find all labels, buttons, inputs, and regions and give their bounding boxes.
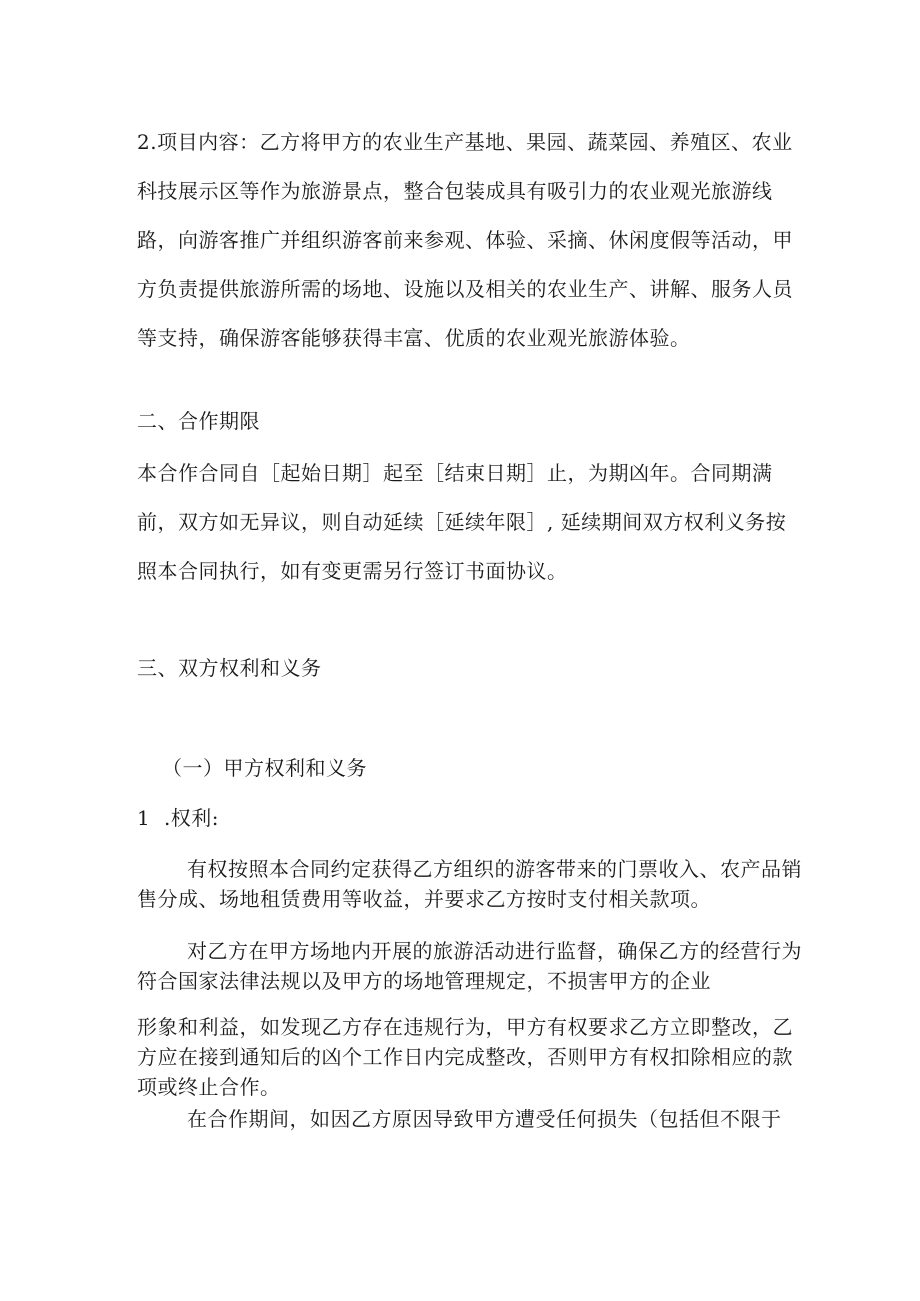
- text-line: 路，向游客推广并组织游客前来参观、体验、采摘、休闲度假等活动，甲: [137, 228, 793, 252]
- term-paragraph: [137, 449, 787, 596]
- text-line: 项或终止合作。: [137, 1075, 281, 1099]
- subsection-heading-party-a: （一）甲方权利和义务: [162, 756, 367, 780]
- rectify-paragraph: [137, 1012, 793, 1102]
- item-rights-label: 1 .权利:: [137, 806, 220, 830]
- text-line: 照本合同执行，如有变更需另行签订书面协议。: [137, 559, 568, 583]
- text-line: 前，双方如无异议，则自动延续［延续年限］, 延续期间双方权利义务按: [137, 510, 787, 534]
- loss-paragraph: [137, 1104, 787, 1134]
- text-line: 科技展示区等作为旅游景点，整合包装成具有吸引力的农业观光旅游线: [137, 179, 773, 203]
- text-line: 等支持，确保游客能够获得丰富、优质的农业观光旅游体验。: [137, 326, 691, 350]
- text-line: 在合作期间，如因乙方原因导致甲方遭受任何损失（包括但不限于: [187, 1107, 782, 1131]
- income-paragraph: [137, 854, 802, 914]
- text-line: 有权按照本合同约定获得乙方组织的游客带来的门票收入、农产品销: [187, 857, 802, 881]
- text-line: 本合作合同自［起始日期］起至［结束日期］止，为期凶年。合同期满: [137, 461, 773, 485]
- text-line: 2.项目内容：乙方将甲方的农业生产基地、果园、蔬菜园、养殖区、农业: [137, 130, 793, 154]
- text-line: 形象和利益，如发现乙方存在违规行为，甲方有权要求乙方立即整改，乙: [137, 1015, 793, 1039]
- section-heading-term: 二、合作期限: [137, 409, 260, 433]
- text-line: 对乙方在甲方场地内开展的旅游活动进行监督，确保乙方的经营行为: [187, 939, 802, 963]
- text-line: 方应在接到通知后的凶个工作日内完成整改，否则甲方有权扣除相应的款: [137, 1045, 793, 1069]
- section-heading-rights: 三、双方权利和义务: [137, 656, 322, 680]
- project-content-paragraph: [137, 118, 793, 363]
- supervise-paragraph: [137, 936, 802, 996]
- text-line: 方负责提供旅游所需的场地、设施以及相关的农业生产、讲解、服务人员: [137, 277, 793, 301]
- text-line: 售分成、场地租赁费用等收益，并要求乙方按时支付相关款项。: [137, 887, 711, 911]
- text-line: 符合国家法律法规以及甲方的场地管理规定，不损害甲方的企业: [137, 969, 711, 993]
